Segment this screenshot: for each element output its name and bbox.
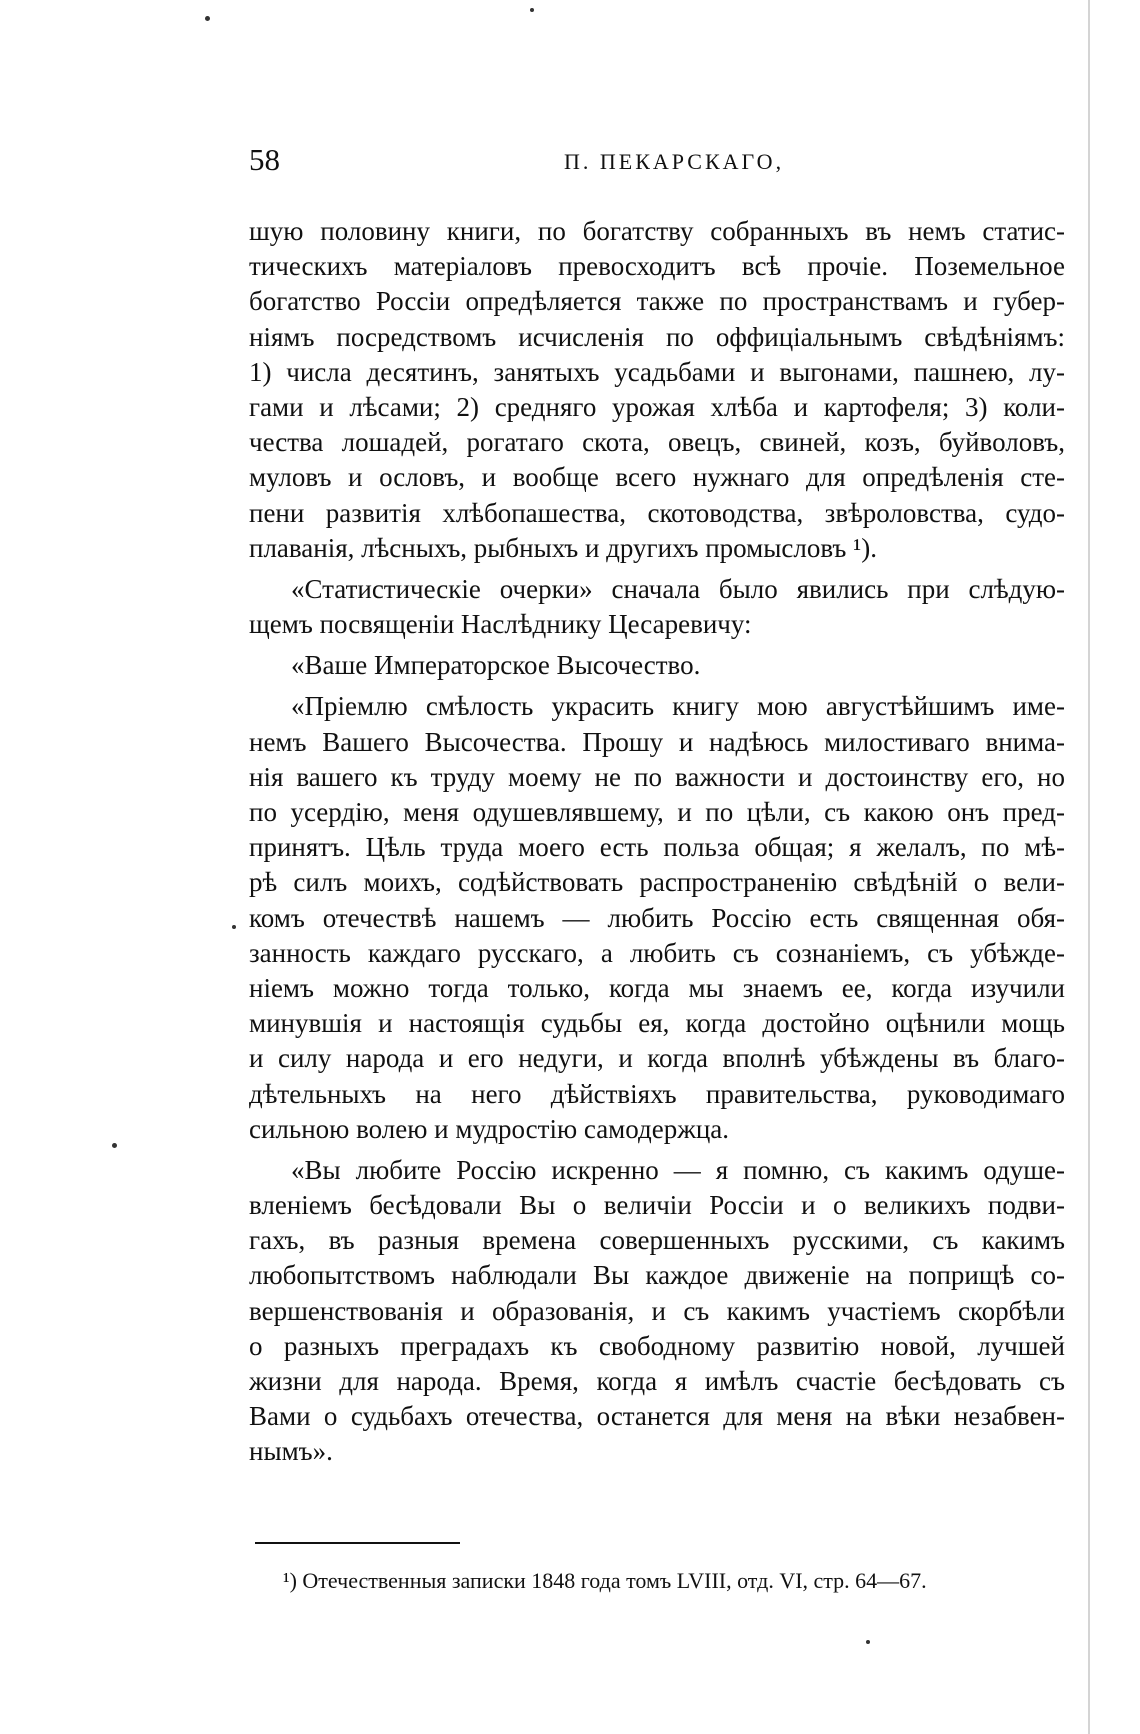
text-line: немъ Вашего Высочества. Прошу и надѣюсь милостиваго внима- — [249, 726, 1065, 757]
text-line: ніемъ можно тогда только, когда мы знаемъ ее, когда изучили — [249, 972, 1065, 1003]
text-line: комъ отечествѣ нашемъ — любить Россію есть священная обя- — [249, 902, 1065, 933]
text-line: «Статистическіе очерки» сначала было явились при слѣдую- — [291, 573, 1065, 604]
text-line: ніямъ посредствомъ исчисленія по оффиціальнымъ свѣдѣніямъ: — [249, 321, 1065, 352]
speck-mark — [232, 925, 236, 929]
text-line: о разныхъ преградахъ къ свободному развитію новой, лучшей — [249, 1330, 1065, 1361]
text-line: муловъ и ословъ, и вообще всего нужнаго для опредѣленія сте- — [249, 462, 1065, 493]
speck-mark — [866, 1640, 870, 1644]
text-line: сильною волею и мудростію самодержца. — [249, 1113, 730, 1144]
text-line: жизни для народа. Время, когда я имѣлъ счастіе бесѣдовать съ — [249, 1366, 1065, 1396]
text-line: рѣ силъ моихъ, содѣйствовать распространенію свѣдѣній о вели- — [249, 867, 1065, 898]
paragraph-dedication-body — [249, 689, 1065, 1146]
text-line: вершенствованія и образованія, и съ какимъ участіемъ скорбѣли — [249, 1295, 1065, 1326]
text-line: минувшія и настоящія судьбы ея, когда достойно оцѣнили мощь — [249, 1008, 1065, 1039]
text-line: и силу народа и его недуги, и когда вполнѣ убѣждены въ благо- — [249, 1043, 1065, 1074]
paragraph-statistics — [249, 214, 1065, 566]
page-edge-rule — [1088, 0, 1090, 1734]
text-line: плаванія, лѣсныхъ, рыбныхъ и другихъ промысловъ ¹). — [249, 532, 877, 563]
footnote-rule — [255, 1542, 460, 1544]
page-number: 58 — [249, 142, 280, 177]
text-line: гами и лѣсами; 2) средняго урожая хлѣба и картофеля; 3) коли- — [249, 391, 1065, 422]
speck-mark — [112, 1143, 117, 1148]
paragraph-dedication-intro — [249, 572, 1065, 642]
text-line: принятъ. Цѣль труда моего есть польза общая; я желалъ, по мѣ- — [249, 832, 1065, 863]
text-line: богатство Россіи опредѣляется также по пространствамъ и губер- — [249, 286, 1065, 317]
text-line: занность каждаго русскаго, а любить съ сознаніемъ, съ убѣжде- — [249, 937, 1065, 968]
text-line: чества лошадей, рогатаго скота, овецъ, свиней, козъ, буйволовъ, — [249, 427, 1065, 458]
text-line: по усердію, меня одушевлявшему, и по цѣли, съ какою онъ пред- — [249, 797, 1065, 827]
page-header — [249, 140, 1065, 180]
text-line: вленіемъ бесѣдовали Вы о величіи Россіи и о великихъ подви- — [249, 1190, 1065, 1221]
text-line: дѣтельныхъ на него дѣйствіяхъ правительства, руководимаго — [249, 1078, 1065, 1109]
text-line: нія вашего къ труду моему не по важности и достоинству его, но — [249, 761, 1065, 792]
text-line: щемъ посвященіи Наслѣднику Цесаревичу: — [249, 609, 752, 640]
text-line: нымъ». — [249, 1436, 333, 1467]
text-line: гахъ, въ разныя времена совершенныхъ русскими, съ какимъ — [249, 1225, 1065, 1256]
body-text — [249, 214, 1065, 1470]
paragraph-dedication-closing — [249, 1153, 1065, 1470]
text-line: «Вы любите Россію искренно — я помню, съ какимъ одуше- — [291, 1154, 1065, 1185]
text-line: пени развитія хлѣбопашества, скотоводства, звѣроловства, судо- — [249, 497, 1065, 528]
running-head: П. ПЕКАРСКАГО, — [564, 149, 785, 174]
footnote: ¹) Отечественныя записки 1848 года томъ LVIII, отд. VI, стр. 64—67. — [283, 1568, 927, 1593]
text-line: тическихъ матеріаловъ превосходитъ всѣ прочіе. Поземельное — [249, 251, 1065, 282]
speck-mark — [530, 8, 534, 12]
text-line: Вами о судьбахъ отечества, останется для меня на вѣки незабвен- — [249, 1401, 1065, 1432]
text-line: «Ваше Императорское Высочество. — [291, 650, 701, 681]
text-line: 1) числа десятинъ, занятыхъ усадьбами и выгонами, пашнею, лу- — [249, 356, 1065, 387]
text-line: «Пріемлю смѣлость украсить книгу мою августѣйшимъ име- — [291, 691, 1065, 722]
text-line: шую половину книги, по богатству собранныхъ въ немъ статис- — [249, 216, 1065, 246]
speck-mark — [205, 16, 210, 21]
paragraph-salutation — [249, 648, 1065, 683]
text-line: любопытствомъ наблюдали Вы каждое движеніе на поприщѣ со- — [249, 1260, 1065, 1291]
